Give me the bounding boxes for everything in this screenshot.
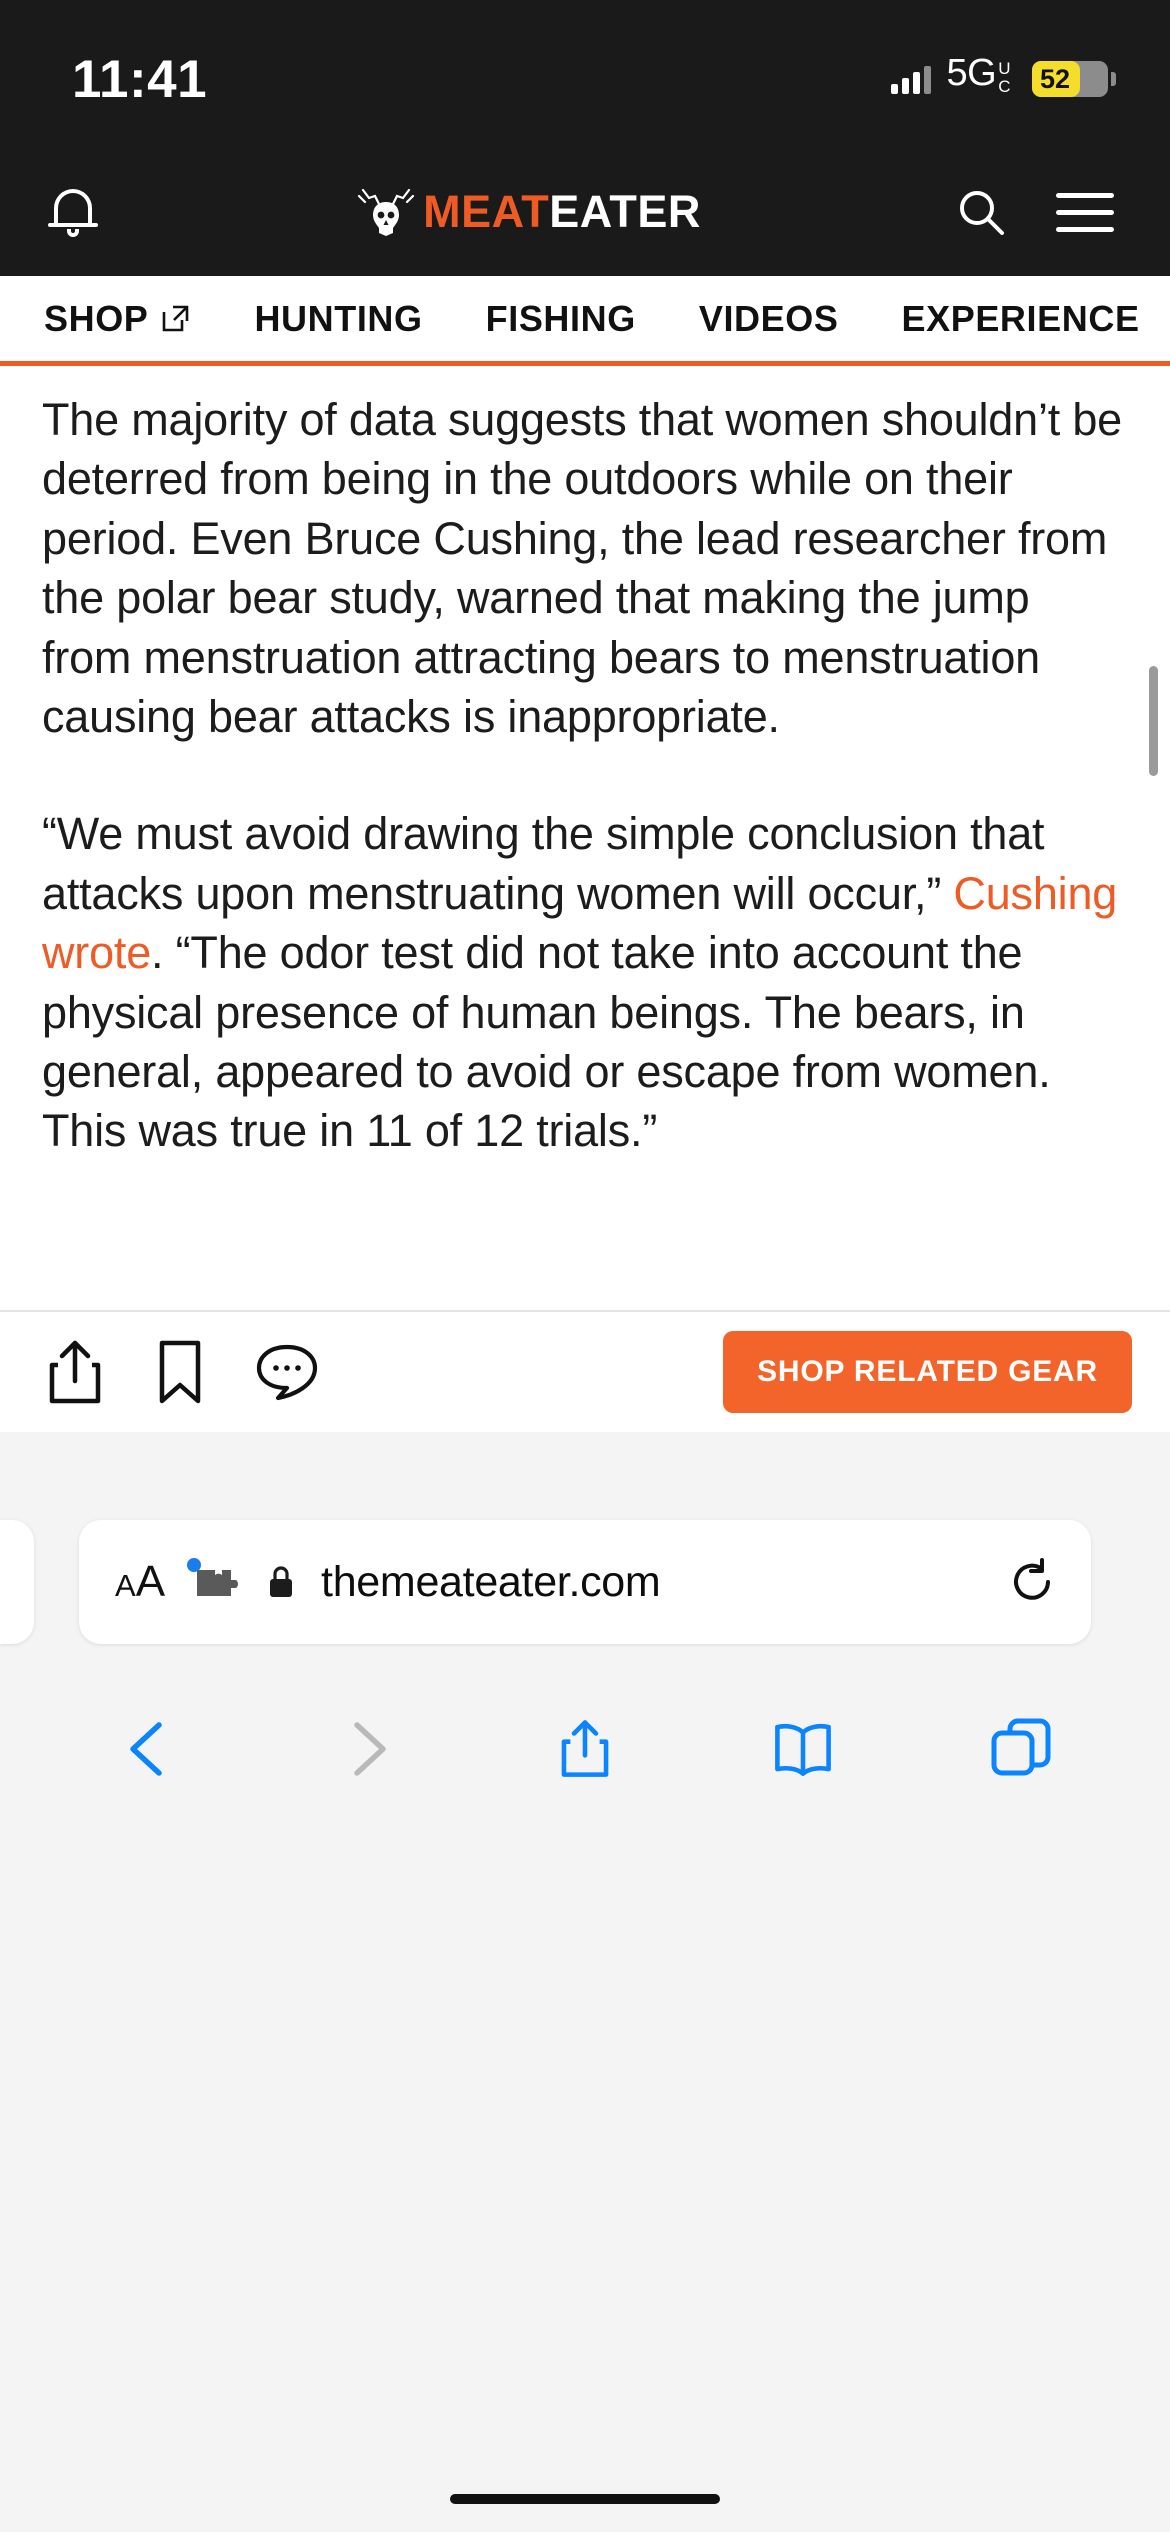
safari-browser-chrome [0, 1432, 1170, 2532]
site-header [0, 148, 1170, 276]
logo-eater-text: EATER [549, 186, 701, 237]
bell-icon[interactable] [46, 183, 100, 241]
home-indicator [450, 2494, 720, 2504]
site-nav [0, 276, 1170, 366]
logo-wordmark [423, 186, 701, 238]
logo-meat-text: MEAT [423, 186, 550, 237]
battery-percent-label: 52 [1040, 63, 1071, 94]
nav-item-experience[interactable]: EXPERIENCE [901, 297, 1140, 339]
article-paragraph-1: The majority of data suggests that women shouldn’t be deterred from being in the outdoors while on their period. Even Bruce Cushing, the lead researcher from the polar bear study, warned that making the jump from menstruation attracting bears to menstruation causing bear attacks is inappropriate. [42, 394, 1123, 742]
nav-item-shop[interactable] [44, 298, 191, 340]
reload-icon[interactable] [1007, 1557, 1057, 1607]
browser-toolbar [0, 1674, 1170, 1824]
text-size-large-a: A [135, 1557, 166, 1606]
article-body [0, 366, 1170, 1370]
puzzle-extension-icon[interactable] [191, 1562, 241, 1602]
nav-item-label: SHOP [44, 297, 149, 339]
share-icon[interactable] [44, 1337, 106, 1407]
back-chevron-icon[interactable] [117, 1717, 181, 1781]
lock-icon [267, 1564, 295, 1600]
bookmark-icon[interactable] [154, 1337, 206, 1407]
book-icon[interactable] [771, 1717, 835, 1781]
address-bar-left-controls [115, 1557, 660, 1607]
comment-icon[interactable] [254, 1341, 320, 1403]
article-action-icons [44, 1337, 320, 1407]
extension-update-dot [187, 1558, 201, 1572]
header-actions [956, 187, 1114, 237]
url-bar-container [0, 1520, 1170, 1644]
site-logo[interactable] [355, 186, 701, 238]
network-sup-bottom: C [998, 76, 1010, 96]
article-paragraph-2 [42, 804, 1128, 1160]
paragraph-2-text-before: “We must avoid drawing the simple conclusion that attacks upon menstruating women will occur,” [42, 808, 1045, 919]
share-icon[interactable] [553, 1717, 617, 1781]
status-indicators [891, 42, 1108, 107]
ios-status-bar [0, 0, 1170, 148]
nav-item-fishing[interactable]: FISHING [485, 297, 636, 339]
url-text: themeateater.com [321, 1557, 661, 1606]
meateater-skull-antlers-icon [355, 186, 417, 238]
tabs-icon[interactable] [989, 1717, 1053, 1781]
address-bar[interactable] [79, 1520, 1091, 1644]
nav-item-hunting[interactable]: HUNTING [254, 297, 423, 339]
text-size-button[interactable] [115, 1557, 165, 1607]
search-icon[interactable] [956, 187, 1006, 237]
paragraph-2-text-after: . “The odor test did not take into account the physical presence of human beings. The bears, in general, appeared to avoid or escape from women. This was true in 11 of 12 trials.” [42, 927, 1051, 1157]
external-link-icon [160, 303, 191, 334]
text-size-small-a: A [115, 1568, 136, 1603]
network-type-text: 5G [946, 51, 997, 94]
nav-item-videos[interactable]: VIDEOS [698, 297, 839, 339]
forward-chevron-icon [335, 1717, 399, 1781]
cellular-signal-icon [891, 64, 931, 94]
shop-related-gear-button[interactable]: SHOP RELATED GEAR [723, 1331, 1132, 1413]
battery-icon [1032, 61, 1108, 97]
status-time: 11:41 [72, 49, 208, 109]
cushing-wrote-link[interactable]: Cushing wrote [42, 867, 1118, 979]
network-sup-top: U [998, 58, 1010, 78]
hamburger-menu-icon[interactable] [1056, 193, 1114, 232]
network-type-label [947, 52, 1010, 107]
page-scrollbar[interactable] [1149, 666, 1158, 776]
article-action-bar [0, 1310, 1170, 1432]
